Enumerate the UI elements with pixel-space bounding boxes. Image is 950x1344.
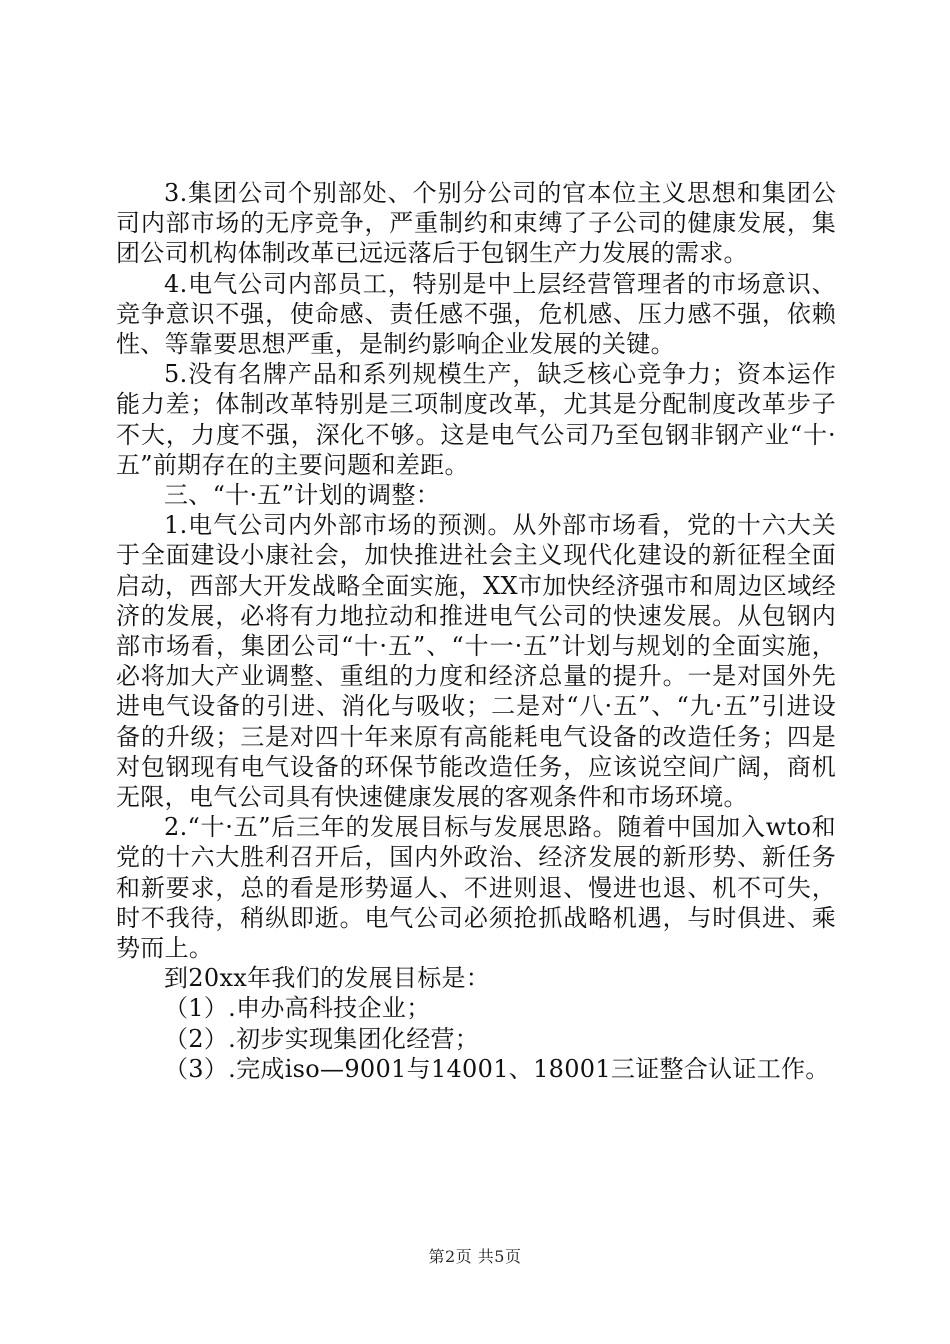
paragraph-problem-3: 3.集团公司个别部处、个别分公司的官本位主义思想和集团公司内部市场的无序竞争，严重制约和束缚了子公司的健康发展，集团公司机构体制改革已远远落后于包钢生产力发展的需求。 — [116, 179, 836, 268]
page-number-footer: 第2页 共5页 — [428, 1247, 522, 1266]
section-heading-plan-adjustment: 三、“十·五”计划的调整： — [164, 481, 441, 510]
paragraph-problem-4: 4.电气公司内部员工，特别是中上层经营管理者的市场意识、竞争意识不强，使命感、责任感不强，危机感、压力感不强，依赖性、等靠要思想严重，是制约影响企业发展的关键。 — [116, 269, 836, 359]
paragraph-goal-intro: 到20xx年我们的发展目标是： — [164, 964, 491, 993]
paragraph-development-goals: 2.“十·五”后三年的发展目标与发展思路。随着中国加入wto和党的十六大胜利召开后，国内外政治、经济发展的新形势、新任务和新要求，总的看是形势逼人、不进则退、慢进也退、机不可失，时不我待，稍纵即逝。电气公司必须抢抓战略机遇，与时俱进、乘势而上。 — [116, 813, 836, 963]
paragraph-market-forecast: 1.电气公司内外部市场的预测。从外部市场看，党的十六大关于全面建设小康社会，加快推进社会主义现代化建设的新征程全面启动，西部大开发战略全面实施，XX市加快经济强市和周边区域经济的发展，必将有力地拉动和推进电气公司的快速发展。从包钢内部市场看，集团公司“十·五”、“十一·五”计划与规划的全面实施，必将加大产业调整、重组的力度和经济总量的提升。一是对国外先进电气设备的引进、消化与吸收；二是对“八·五”、“九·五”引进设备的升级；三是对四十年来原有高能耗电气设备的改造任务；四是对包钢现有电气设备的环保节能改造任务，应该说空间广阔，商机无限，电气公司具有快速健康发展的客观条件和市场环境。 — [116, 511, 836, 812]
document-body — [116, 178, 836, 1084]
goal-list-item-1: （1）.申办高科技企业； — [164, 994, 431, 1023]
goal-list-item-2: （2）.初步实现集团化经营； — [164, 1024, 480, 1053]
paragraph-problem-5: 5.没有名牌产品和系列规模生产，缺乏核心竞争力；资本运作能力差；体制改革特别是三项制度改革，尤其是分配制度改革步子不大，力度不强，深化不够。这是电气公司乃至包钢非钢产业“十·五”前期存在的主要问题和差距。 — [116, 360, 836, 479]
goal-list-item-3: （3）.完成iso—9001与14001、18001三证整合认证工作。 — [164, 1054, 830, 1083]
